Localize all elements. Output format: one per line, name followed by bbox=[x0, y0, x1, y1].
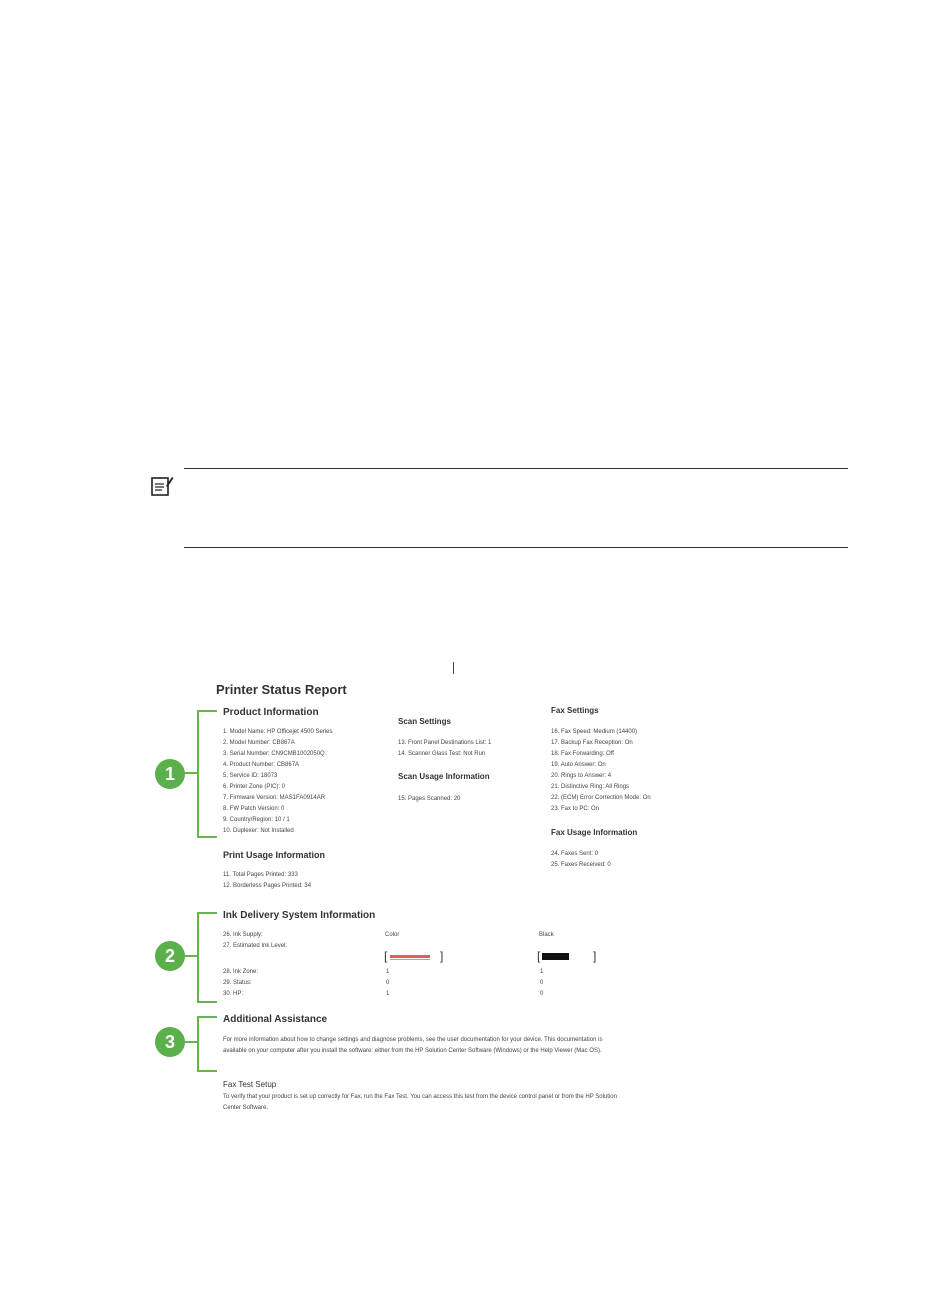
note-top-rule bbox=[184, 468, 848, 469]
ink-black-level-bar bbox=[542, 953, 569, 960]
ink-black-gauge bbox=[537, 949, 601, 965]
ink-color-gauge bbox=[384, 949, 448, 965]
list-item: 25. Faxes Received: 0 bbox=[551, 862, 611, 868]
scan-settings-heading: Scan Settings bbox=[398, 717, 451, 726]
assistance-paragraph: For more information about how to change settings and diagnose problems, see the user documentation for your device. This documentation is available on your computer after you install the software: either from the HP Solution Center Software (Windows) or the Help Viewer (Mac OS). bbox=[223, 1037, 603, 1054]
section-1-bracket bbox=[197, 710, 217, 838]
text-cursor-mark bbox=[453, 662, 454, 674]
list-item: 20. Rings to Answer: 4 bbox=[551, 773, 612, 779]
scan-usage-heading: Scan Usage Information bbox=[398, 772, 490, 781]
list-item: 11. Total Pages Printed: 333 bbox=[223, 872, 298, 878]
list-item: 5. Service ID: 18073 bbox=[223, 773, 278, 779]
list-item: 15. Pages Scanned: 20 bbox=[398, 796, 461, 802]
ink-row-labels-top bbox=[223, 930, 287, 952]
ink-black-label: Black bbox=[539, 932, 554, 938]
ink-color-label: Color bbox=[385, 932, 400, 938]
fax-usage-heading: Fax Usage Information bbox=[551, 828, 638, 837]
list-item: 1 bbox=[540, 969, 544, 975]
list-item: 24. Faxes Sent: 0 bbox=[551, 851, 599, 857]
list-item: 9. Country/Region: 10 / 1 bbox=[223, 817, 290, 823]
note-icon bbox=[150, 474, 174, 498]
list-item: 18. Fax Forwarding: Off bbox=[551, 751, 614, 757]
ink-color-bracket-close: ] bbox=[440, 949, 444, 963]
section-2-badge: 2 bbox=[155, 941, 185, 971]
ink-black-bracket-open: [ bbox=[537, 949, 541, 963]
list-item: 2. Model Number: CB867A bbox=[223, 740, 295, 746]
list-item: 22. (ECM) Error Correction Mode: On bbox=[551, 795, 651, 801]
list-item: 23. Fax to PC: On bbox=[551, 806, 600, 812]
ink-color-level-underline bbox=[390, 959, 430, 960]
list-item: 7. Firmware Version: MAS1FA0914AR bbox=[223, 795, 326, 801]
list-item: 19. Auto Answer: On bbox=[551, 762, 606, 768]
ink-color-bracket-open: [ bbox=[384, 949, 388, 963]
list-item: 26. Ink Supply: bbox=[223, 932, 263, 938]
section-2-bracket bbox=[197, 912, 217, 1003]
list-item: 1 bbox=[386, 969, 390, 975]
section-1-badge: 1 bbox=[155, 759, 185, 789]
list-item: 28. Ink Zone: bbox=[223, 969, 259, 975]
list-item: 13. Front Panel Destinations List: 1 bbox=[398, 740, 492, 746]
ink-row-labels-bottom bbox=[223, 967, 258, 1000]
list-item: 0 bbox=[386, 980, 390, 986]
list-item: 12. Borderless Pages Printed: 34 bbox=[223, 883, 312, 889]
section-3-connector bbox=[183, 1041, 197, 1043]
list-item: 0 bbox=[540, 991, 544, 997]
scan-usage-list bbox=[398, 794, 460, 805]
list-item: 3. Serial Number: CN9CMB1002050Q bbox=[223, 751, 325, 757]
fax-settings-heading: Fax Settings bbox=[551, 706, 599, 715]
report-title: Printer Status Report bbox=[216, 682, 347, 697]
ink-black-bracket-close: ] bbox=[593, 949, 597, 963]
scan-settings-list bbox=[398, 738, 491, 760]
list-item: 4. Product Number: CB867A bbox=[223, 762, 300, 768]
section-3-badge: 3 bbox=[155, 1027, 185, 1057]
fax-test-paragraph: To verify that your product is set up correctly for Fax, run the Fax Test. You can access this test from the device control panel or from the HP Solution Center Software. bbox=[223, 1094, 617, 1111]
note-bottom-rule bbox=[184, 547, 848, 548]
list-item: 17. Backup Fax Reception: On bbox=[551, 740, 633, 746]
ink-color-level-bar bbox=[390, 955, 430, 958]
list-item: 21. Distinctive Ring: All Rings bbox=[551, 784, 630, 790]
list-item: 1. Model Name: HP Officejet 4500 Series bbox=[223, 729, 333, 735]
assistance-heading: Additional Assistance bbox=[223, 1014, 328, 1025]
list-item: 29. Status: bbox=[223, 980, 252, 986]
list-item: 0 bbox=[540, 980, 544, 986]
fax-usage-list bbox=[551, 849, 611, 871]
product-information-heading: Product Information bbox=[223, 707, 319, 718]
ink-black-values bbox=[540, 967, 543, 1000]
list-item: 1 bbox=[386, 991, 390, 997]
section-2-connector bbox=[183, 955, 197, 957]
list-item: 30. HP: bbox=[223, 991, 244, 997]
list-item: 16. Fax Speed: Medium (14400) bbox=[551, 729, 638, 735]
print-usage-list bbox=[223, 870, 311, 892]
list-item: 27. Estimated Ink Level: bbox=[223, 943, 288, 949]
list-item: 10. Duplexer: Not Installed bbox=[223, 828, 294, 834]
fax-settings-list bbox=[551, 727, 651, 815]
section-3-bracket bbox=[197, 1016, 217, 1072]
list-item: 8. FW Patch Version: 0 bbox=[223, 806, 285, 812]
ink-heading: Ink Delivery System Information bbox=[223, 910, 376, 921]
list-item: 6. Printer Zone (PIC): 0 bbox=[223, 784, 286, 790]
section-1-connector bbox=[183, 772, 197, 774]
ink-color-values bbox=[386, 967, 389, 1000]
list-item: 14. Scanner Glass Test: Not Run bbox=[398, 751, 486, 757]
product-information-list bbox=[223, 727, 333, 837]
print-usage-heading: Print Usage Information bbox=[223, 850, 326, 860]
fax-test-heading: Fax Test Setup bbox=[223, 1080, 277, 1089]
